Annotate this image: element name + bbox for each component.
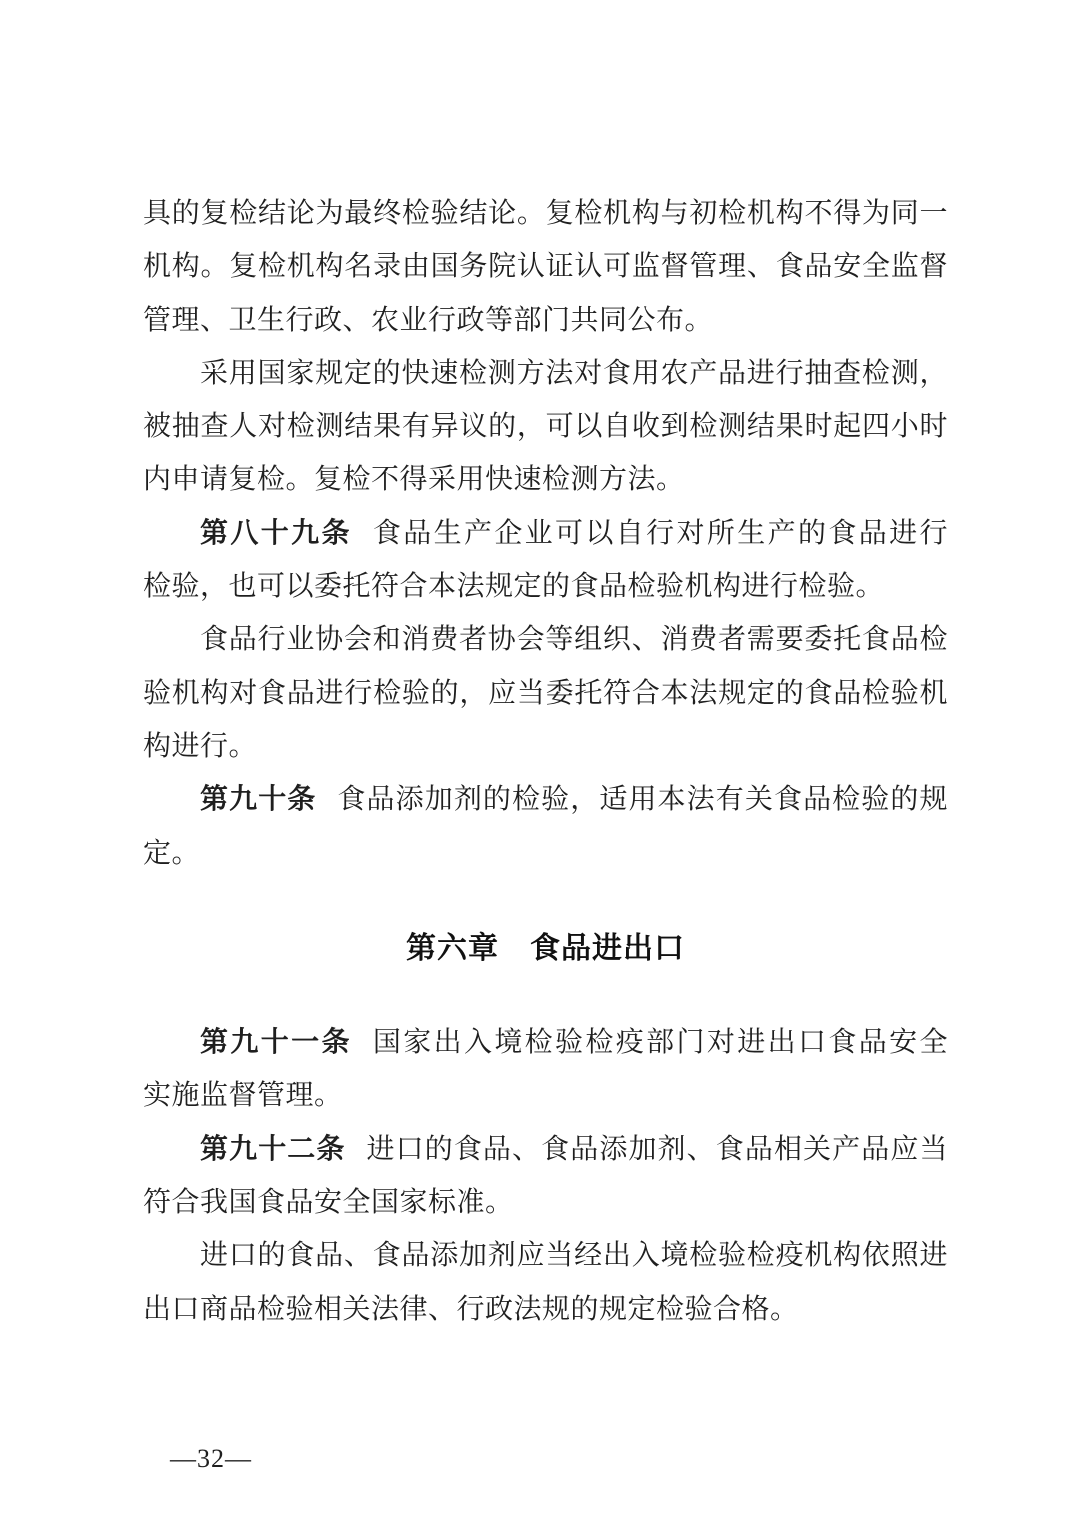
- text-line: 管理、卫生行政、农业行政等部门共同公布。: [143, 304, 714, 336]
- document-body: [143, 187, 948, 1336]
- text-line: [143, 1123, 948, 1176]
- text-line: [143, 1016, 948, 1069]
- article-number: 第九十条: [200, 784, 317, 816]
- text-line: 机构。复检机构名录由国务院认证认可监督管理、食品安全监督: [143, 251, 948, 283]
- chapter-heading: 第六章 食品进出口: [406, 931, 685, 965]
- text-line: 验机构对食品进行检验的，应当委托符合本法规定的食品检验机: [143, 677, 948, 709]
- text-line: 实施监督管理。: [143, 1080, 343, 1112]
- text-line: 具的复检结论为最终检验结论。复检机构与初检机构不得为同一: [143, 198, 948, 229]
- article-number: 第九十一条: [200, 1027, 352, 1059]
- text-line: [143, 773, 948, 826]
- text-line: 定。: [143, 837, 201, 869]
- text-line: 食品行业协会和消费者协会等组织、消费者需要委托食品检: [200, 624, 948, 656]
- article-text: 食品生产企业可以自行对所生产的食品进行: [372, 517, 948, 549]
- text-line: [143, 507, 948, 560]
- text-line: 出口商品检验相关法律、行政法规的规定检验合格。: [143, 1293, 799, 1325]
- article-text: 食品添加剂的检验，适用本法有关食品检验的规: [337, 784, 948, 816]
- text-line: 符合我国食品安全国家标准。: [143, 1187, 514, 1219]
- text-line: 构进行。: [143, 730, 258, 762]
- article-number: 第八十九条: [200, 517, 352, 549]
- article-text: 进口的食品、食品添加剂、食品相关产品应当: [366, 1133, 948, 1165]
- article-number: 第九十二条: [200, 1133, 346, 1165]
- article-text: 国家出入境检验检疫部门对进出口食品安全: [372, 1027, 948, 1059]
- text-line: 进口的食品、食品添加剂应当经出入境检验检疫机构依照进: [200, 1240, 948, 1272]
- text-line: 检验，也可以委托符合本法规定的食品检验机构进行检验。: [143, 571, 885, 603]
- page-number: —32—: [170, 1444, 252, 1473]
- text-line: 被抽查人对检测结果有异议的，可以自收到检测结果时起四小时: [143, 411, 948, 443]
- text-line: 采用国家规定的快速检测方法对食用农产品进行抽查检测，: [200, 357, 948, 389]
- text-line: 内申请复检。复检不得采用快速检测方法。: [143, 464, 685, 496]
